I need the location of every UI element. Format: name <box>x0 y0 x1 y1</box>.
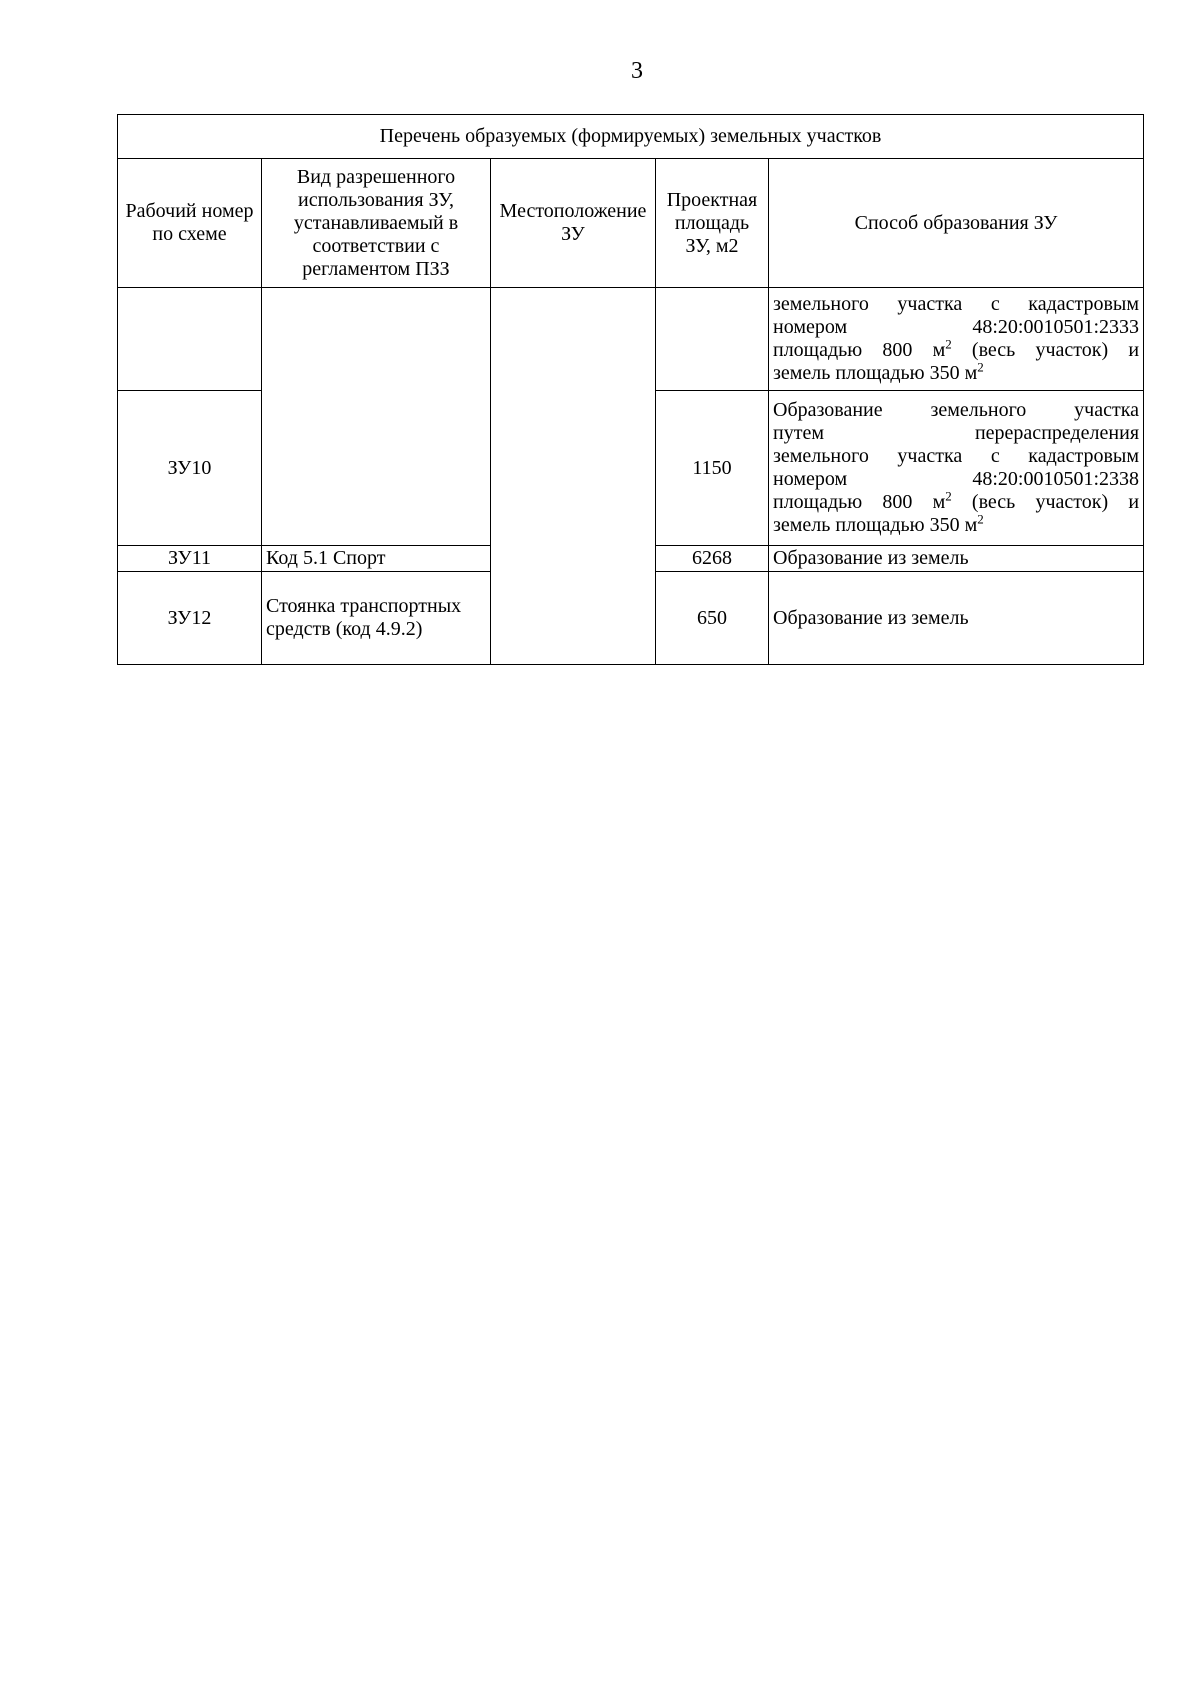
method-line <box>773 511 1139 537</box>
row-number: ЗУ10 <box>118 391 262 546</box>
method-line: земельного участка с кадастровым <box>773 445 1140 467</box>
row-method: Образование из земель <box>769 546 1144 572</box>
page-number: 3 <box>631 58 643 84</box>
row-method: Образование из земель <box>769 572 1144 665</box>
row-usage <box>262 288 491 546</box>
row-area: 6268 <box>656 546 769 572</box>
method-line: номером 48:20:0010501:2338 <box>773 468 1140 490</box>
method-line: путем перераспределения <box>773 422 1140 444</box>
row-usage: Код 5.1 Спорт <box>262 546 491 572</box>
method-line: земельного участка с кадастровым <box>773 293 1140 315</box>
table-row <box>118 288 1144 391</box>
row-area: 650 <box>656 572 769 665</box>
method-line <box>773 359 1139 385</box>
row-number <box>118 288 262 391</box>
header-work-number: Рабочий номер по схеме <box>118 159 262 288</box>
header-method: Способ образования ЗУ <box>769 159 1144 288</box>
method-text: земель площадью 350 м <box>773 514 978 536</box>
method-line: номером 48:20:0010501:2333 <box>773 316 1140 338</box>
table-caption: Перечень образуемых (формируемых) земельных участков <box>118 115 1144 159</box>
row-number: ЗУ12 <box>118 572 262 665</box>
method-text: площадью 800 м <box>773 491 946 513</box>
land-plots-table <box>117 114 1144 665</box>
row-area <box>656 288 769 391</box>
superscript: 2 <box>945 488 952 504</box>
row-location <box>491 288 656 665</box>
table-caption-row <box>118 115 1144 159</box>
superscript: 2 <box>945 336 952 352</box>
row-usage: Стоянка транспортных средств (код 4.9.2) <box>262 572 491 665</box>
row-method <box>769 391 1144 546</box>
method-line: Образование земельного участка <box>773 399 1140 421</box>
row-number: ЗУ11 <box>118 546 262 572</box>
method-line <box>773 488 1140 514</box>
method-line <box>773 336 1140 362</box>
row-area: 1150 <box>656 391 769 546</box>
row-method <box>769 288 1144 391</box>
superscript: 2 <box>977 511 984 527</box>
superscript: 2 <box>977 359 984 375</box>
method-text: (весь участок) и <box>951 491 1140 513</box>
header-location: Местоположение ЗУ <box>491 159 656 288</box>
method-text: площадью 800 м <box>773 339 946 361</box>
header-area: Проектная площадь ЗУ, м2 <box>656 159 769 288</box>
table-header-row <box>118 159 1144 288</box>
method-text: земель площадью 350 м <box>773 362 978 384</box>
method-text: (весь участок) и <box>951 339 1140 361</box>
header-usage-type: Вид разрешенного использования ЗУ, устанавливаемый в соответствии с регламентом ПЗЗ <box>262 159 491 288</box>
